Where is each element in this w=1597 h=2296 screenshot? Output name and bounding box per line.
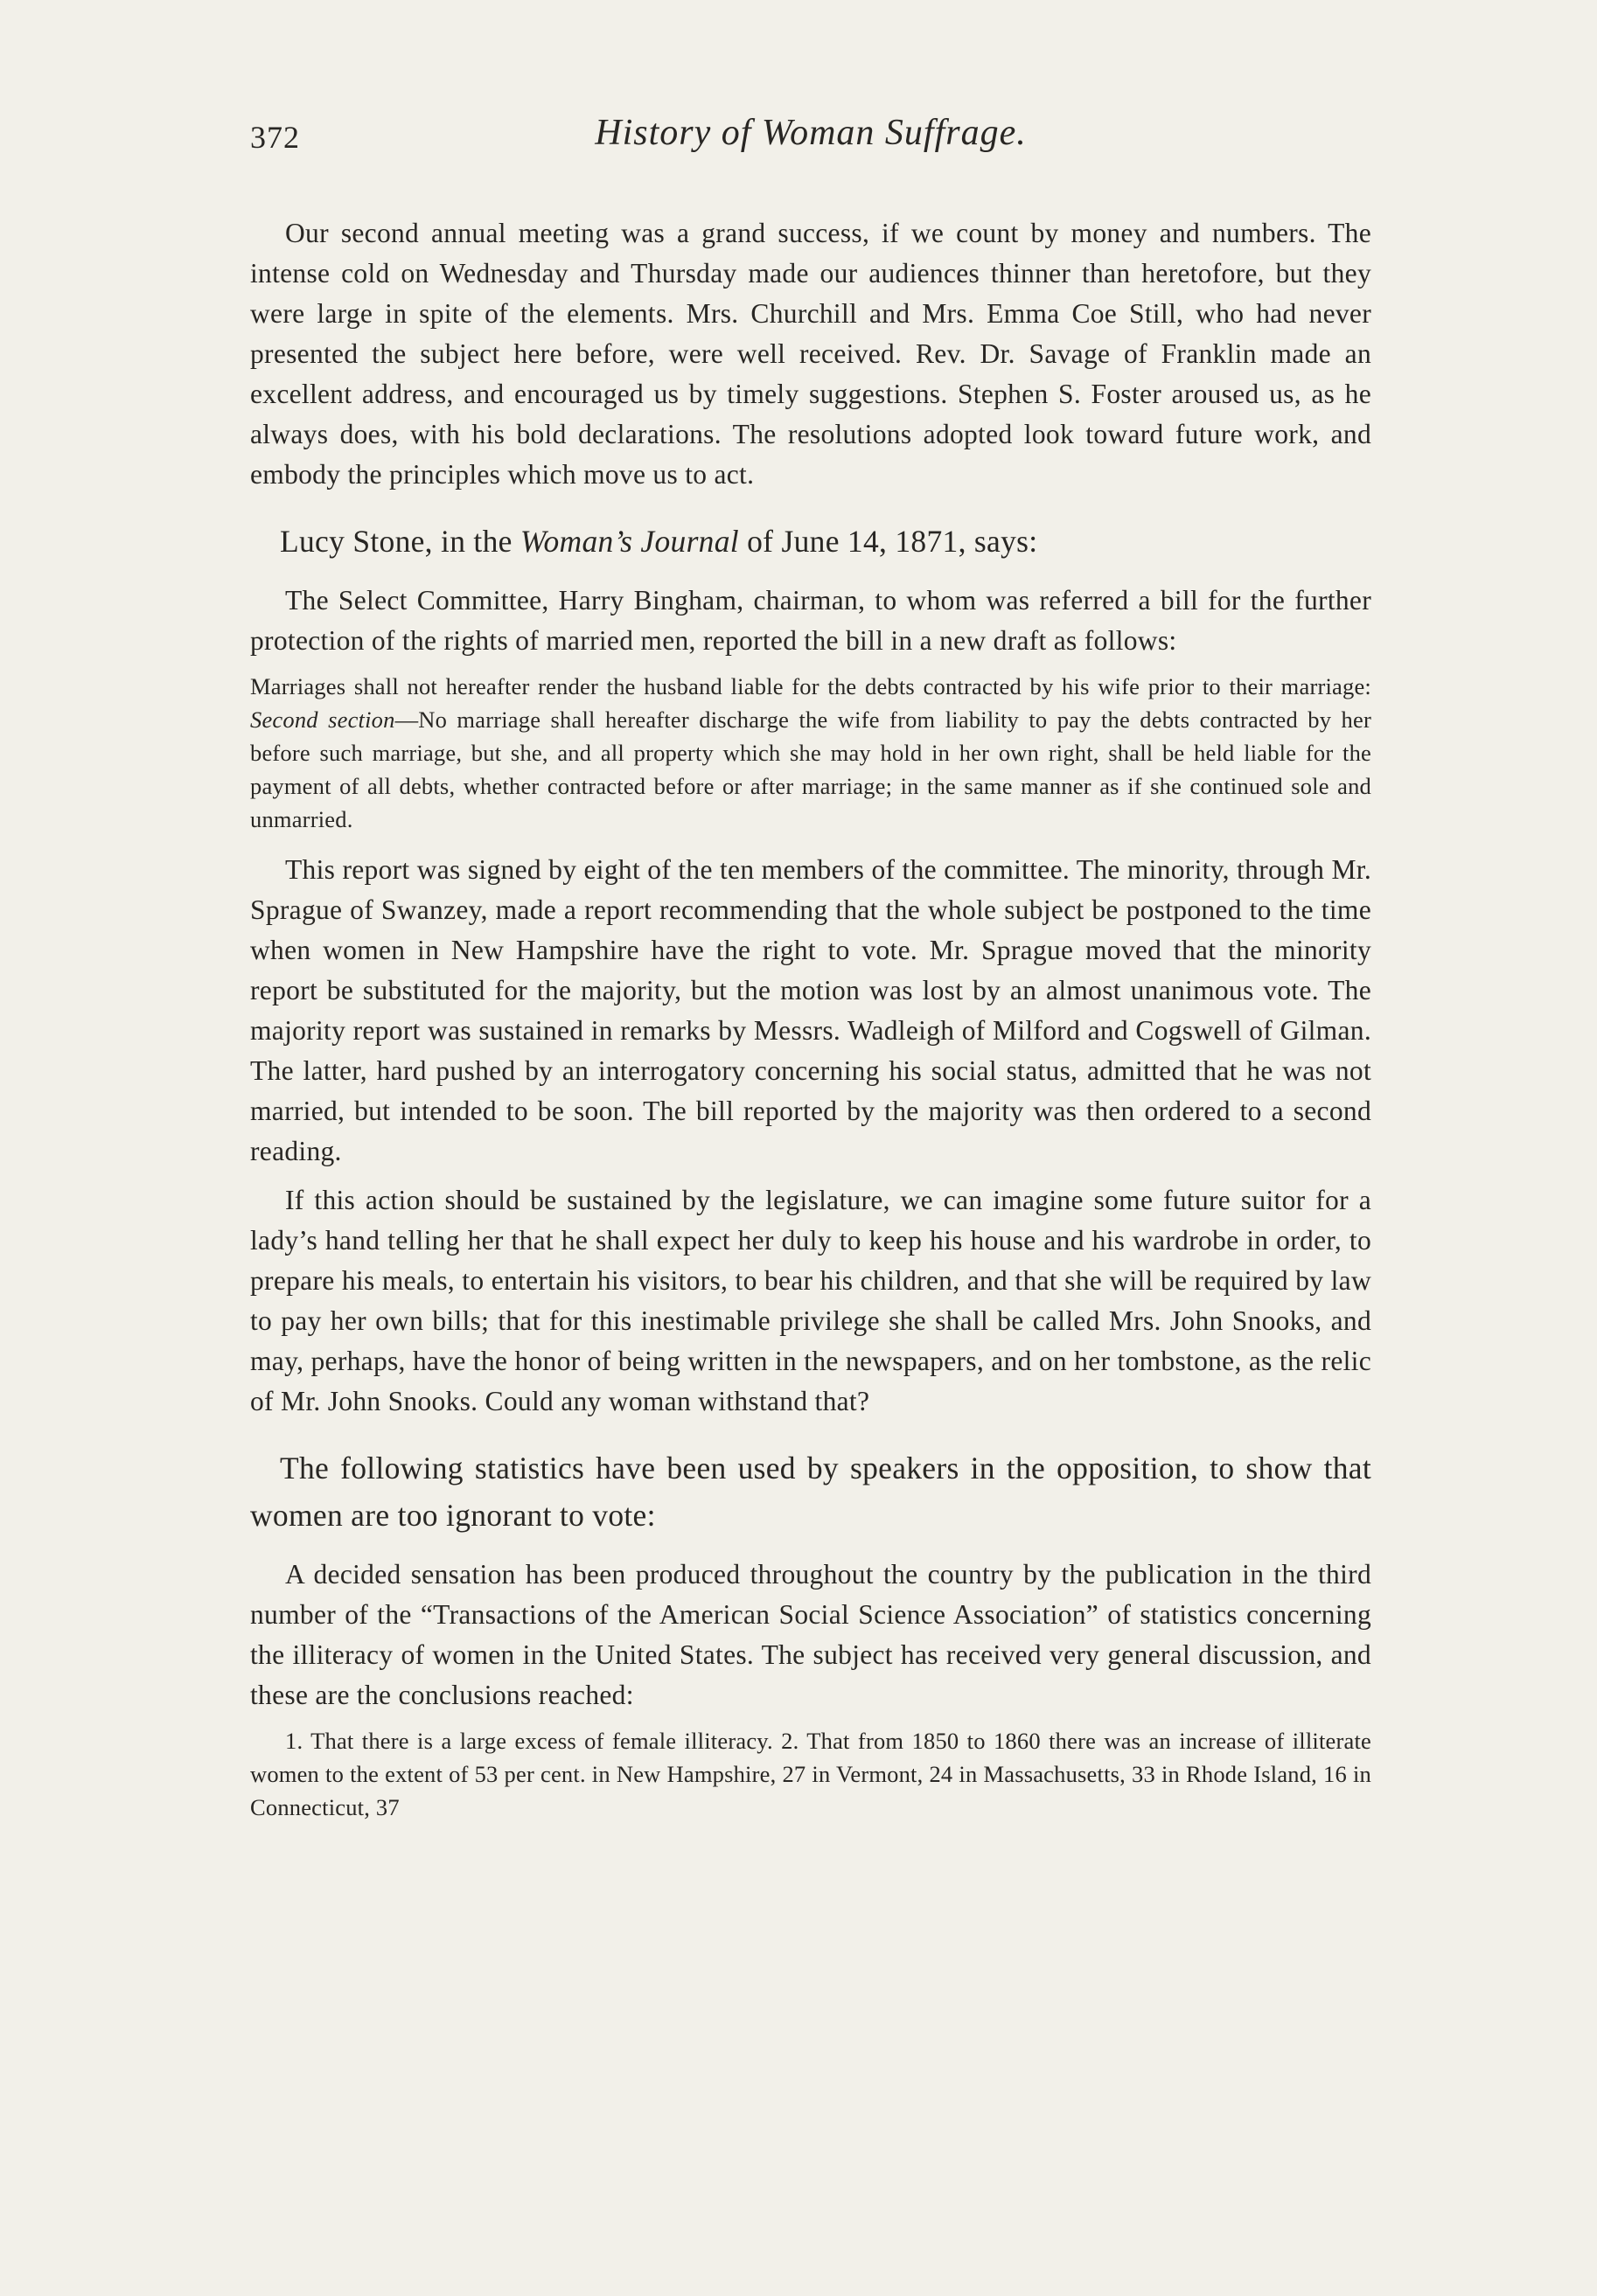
paragraph-select-committee: The Select Committee, Harry Bingham, chairman, to whom was referred a bill for the further protection of the rights of married men, reported the bill in a new draft as follows:	[250, 585, 1371, 656]
paragraph-report-signed: This report was signed by eight of the ten members of the committee. The minority, through Mr. Sprague of Swanzey, made a report recommending that the whole subject be postponed to the time when women in New Hampshire have the right to vote. Mr. Sprague moved that the minority report be substituted for the majority, but the motion was lost by an almost unanimous vote. The majority report was sustained in remarks by Messrs. Wadleigh of Milford and Cogswell of Gilman. The latter, hard pushed by an interrogatory concerning his social status, admitted that he was not married, but intended to be soon. The bill reported by the majority was then ordered to a second reading.	[250, 854, 1371, 1166]
running-title: History of Woman Suffrage.	[595, 113, 1027, 153]
page-number: 372	[250, 120, 300, 155]
lucy-intro-post: of June 14, 1871, says:	[738, 524, 1038, 559]
paragraph-lucy-stone-intro	[250, 518, 1371, 565]
fine-print-marriage-bill	[250, 670, 1371, 836]
fine-print-conclusions: 1. That there is a large excess of female illiteracy. 2. That from 1850 to 1860 there was an increase of illiterate women to the extent of 53 per cent. in New Hampshire, 27 in Vermont, 24 in Massachusetts, 33 in Rhode Island, 16 in Connecticut, 37	[250, 1728, 1371, 1820]
womans-journal-title: Woman’s Journal	[520, 524, 739, 559]
paragraph-decided-sensation: A decided sensation has been produced throughout the country by the publication in the third number of the “Transactions of the American Social Science Association” of statistics concerning the illiteracy of women in the United States. The subject has received very general discussion, and these are the conclusions reached:	[250, 1559, 1371, 1710]
marriage-bill-post: —No marriage shall hereafter discharge the wife from liability to pay the debts contracted by her before such marriage, but she, and all property which she may hold in her own right, shall be held liable for the payment of all debts, whether contracted before or after marriage; in the same manner as if she continued sole and unmarried.	[250, 706, 1371, 832]
page-header	[250, 112, 1371, 168]
paragraph-future-suitor: If this action should be sustained by the legislature, we can imagine some future suitor for a lady’s hand telling her that he shall expect her duly to keep his house and his wardrobe in order, to prepare his meals, to entertain his visitors, to bear his children, and that she will be required by law to pay her own bills; that for this inestimable privilege she shall be called Mrs. John Snooks, and may, perhaps, have the honor of being written in the newspapers, and on her tombstone, as the relic of Mr. John Snooks. Could any woman withstand that?	[250, 1185, 1371, 1416]
paragraph-annual-meeting: Our second annual meeting was a grand success, if we count by money and numbers. The intense cold on Wednesday and Thursday made our audiences thinner than heretofore, but they were large in spite of the elements. Mrs. Churchill and Mrs. Emma Coe Still, who had never presented the subject here before, were well received. Rev. Dr. Savage of Franklin made an excellent address, and encouraged us by timely suggestions. Stephen S. Foster aroused us, as he always does, with his bold declarations. The resolutions adopted look toward future work, and embody the principles which move us to act.	[250, 218, 1371, 490]
paragraph-statistics-intro: The following statistics have been used by speakers in the opposition, to show that women are too ignorant to vote:	[250, 1451, 1371, 1533]
marriage-bill-pre: Marriages shall not hereafter render the husband liable for the debts contracted by his wife prior to their marriage:	[250, 673, 1371, 699]
lucy-intro-pre: Lucy Stone, in the	[280, 524, 520, 559]
second-section-label: Second section	[250, 706, 395, 733]
